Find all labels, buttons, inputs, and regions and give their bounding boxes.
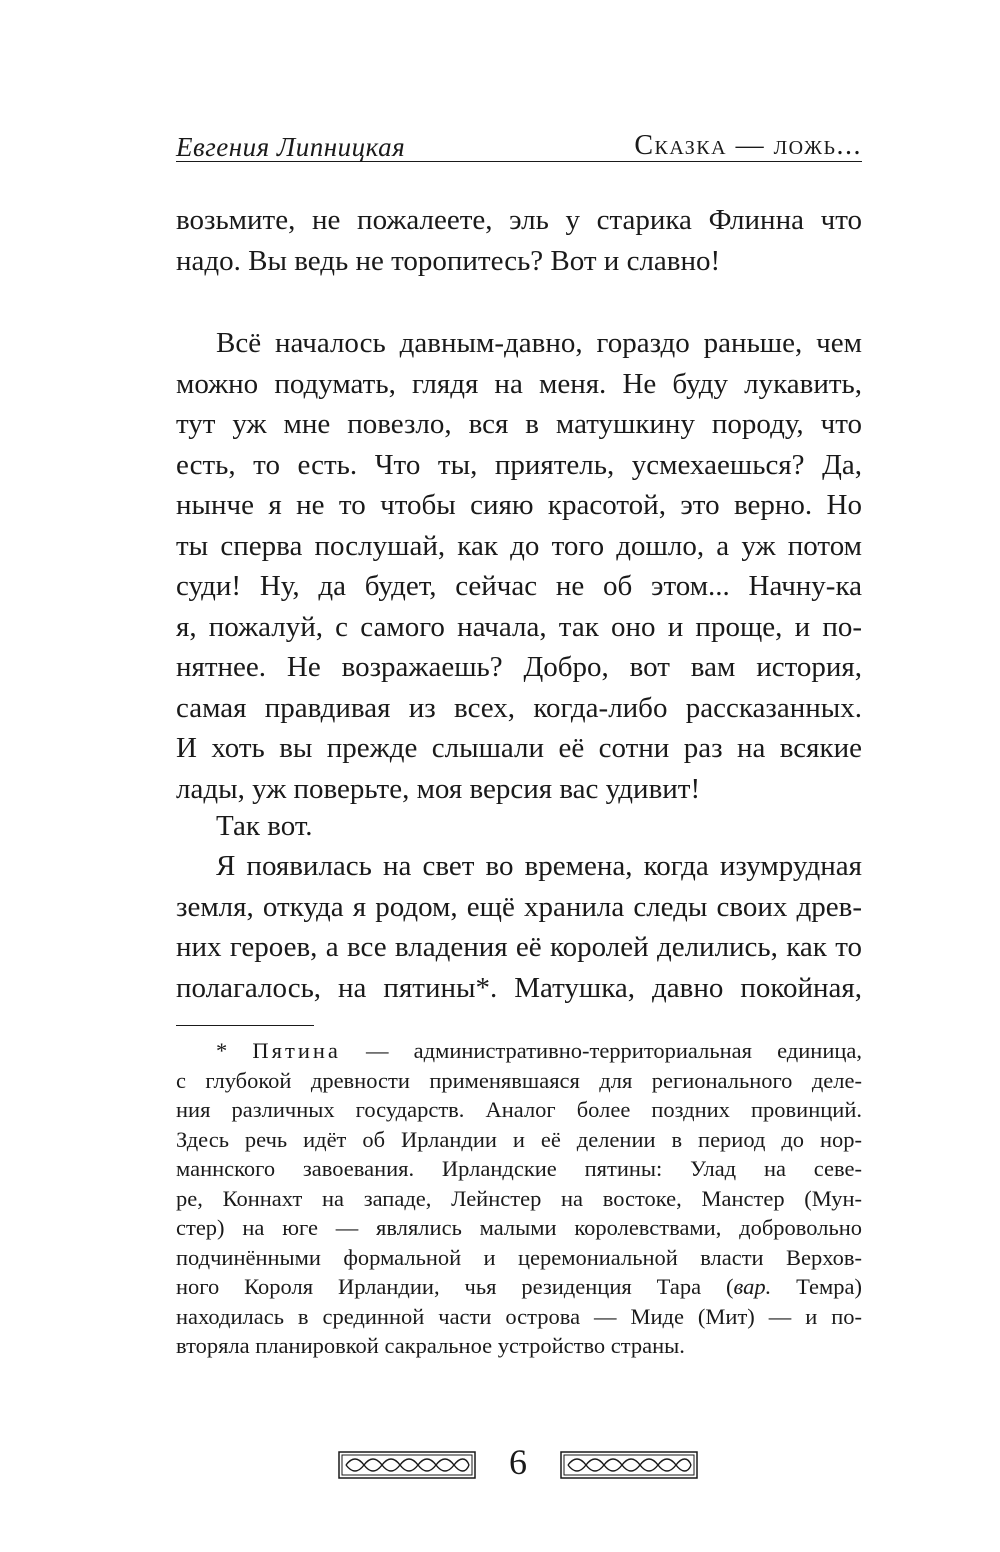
paragraph-1	[176, 200, 862, 281]
footnote-line: находилась в срединной части острова — Миде (Мит) — и по-	[176, 1303, 862, 1329]
footnote-line: стер) на юге — являлись малыми королевствами, добровольно	[176, 1215, 862, 1240]
text-line: самая правдивая из всех, когда-либо рассказанных.	[176, 691, 862, 724]
text-line: полагалось, на пятины*. Матушка, давно покойная,	[176, 971, 862, 1004]
header-rule	[176, 161, 862, 162]
running-header-title: Сказка — ложь...	[634, 130, 862, 161]
footnote-line	[176, 1036, 862, 1066]
text-line: надо. Вы ведь не торопитесь? Вот и славно!	[176, 244, 721, 277]
footnote-italic-abbrev: вар.	[733, 1274, 772, 1299]
text-line: них героев, а все владения её королей делились, как то	[176, 931, 862, 963]
footnote-rule	[176, 1025, 314, 1026]
footnote-line: вторяла планировкой сакральное устройство страны.	[176, 1333, 685, 1358]
footnote-text: ного Короля Ирландии, чья резиденция Тара (	[176, 1274, 734, 1299]
footnote-line: ния различных государств. Аналог более поздних провинций.	[176, 1097, 862, 1122]
footnote-line: подчинёнными формальной и церемониальной власти Верхов-	[176, 1244, 862, 1270]
text-line: тут уж мне повезло, вся в матушкину породу, что	[176, 408, 862, 440]
text-line: нятнее. Не возражаешь? Добро, вот вам история,	[176, 651, 862, 683]
footnote-line: Здесь речь идёт об Ирландии и её делении в период до нор-	[176, 1126, 862, 1152]
footnote-term: Пятина	[252, 1038, 341, 1063]
footnote-line: маннского завоевания. Ирландские пятины: Улад на севе-	[176, 1156, 862, 1181]
footnote-text: Темра)	[771, 1274, 863, 1299]
paragraph-2	[176, 323, 862, 809]
footnote-marker: *	[216, 1038, 228, 1063]
text-line: И хоть вы прежде слышали её сотни раз на всякие	[176, 732, 862, 764]
text-line: возьмите, не пожалеете, эль у старика Флинна что	[176, 204, 862, 236]
text-line: Я появилась на свет во времена, когда изумрудная	[216, 850, 862, 882]
footnote-line: ре, Коннахт на западе, Лейнстер на востоке, Манстер (Мун-	[176, 1185, 862, 1211]
running-header	[176, 126, 862, 162]
text-line: ты сперва послушай, как до того дошло, а уж потом	[176, 529, 862, 562]
running-header-author: Евгения Липницкая	[176, 132, 406, 162]
text-line: нынче я не то чтобы сияю красотой, это верно. Но	[176, 489, 862, 521]
celtic-knot-ornament-icon	[560, 1451, 698, 1479]
footnote-line	[176, 1272, 862, 1302]
text-line: земля, откуда я родом, ещё хранила следы своих древ-	[176, 890, 862, 923]
page-folio	[338, 1439, 698, 1489]
text-line: Всё началось давным-давно, гораздо раньше, чем	[216, 327, 862, 359]
text-line: есть, то есть. Что ты, приятель, усмехаешься? Да,	[176, 448, 862, 481]
footnote-text: — административно-территориальная единица,	[366, 1038, 863, 1063]
footnote	[176, 1036, 862, 1361]
text-line: суди! Ну, да будет, сейчас не об этом... Начну-ка	[176, 570, 862, 602]
paragraph-4	[176, 846, 862, 1008]
text-line: лады, уж поверьте, моя версия вас удивит!	[176, 772, 701, 805]
footnote-line: с глубокой древности применявшаяся для регионального деле-	[176, 1067, 862, 1093]
paragraph-3	[176, 806, 862, 847]
page-number: 6	[509, 1442, 527, 1482]
text-line: я, пожалуй, с самого начала, так оно и проще, и по-	[176, 610, 862, 643]
text-line: можно подумать, глядя на меня. Не буду лукавить,	[176, 367, 862, 400]
text-line: Так вот.	[216, 810, 313, 842]
